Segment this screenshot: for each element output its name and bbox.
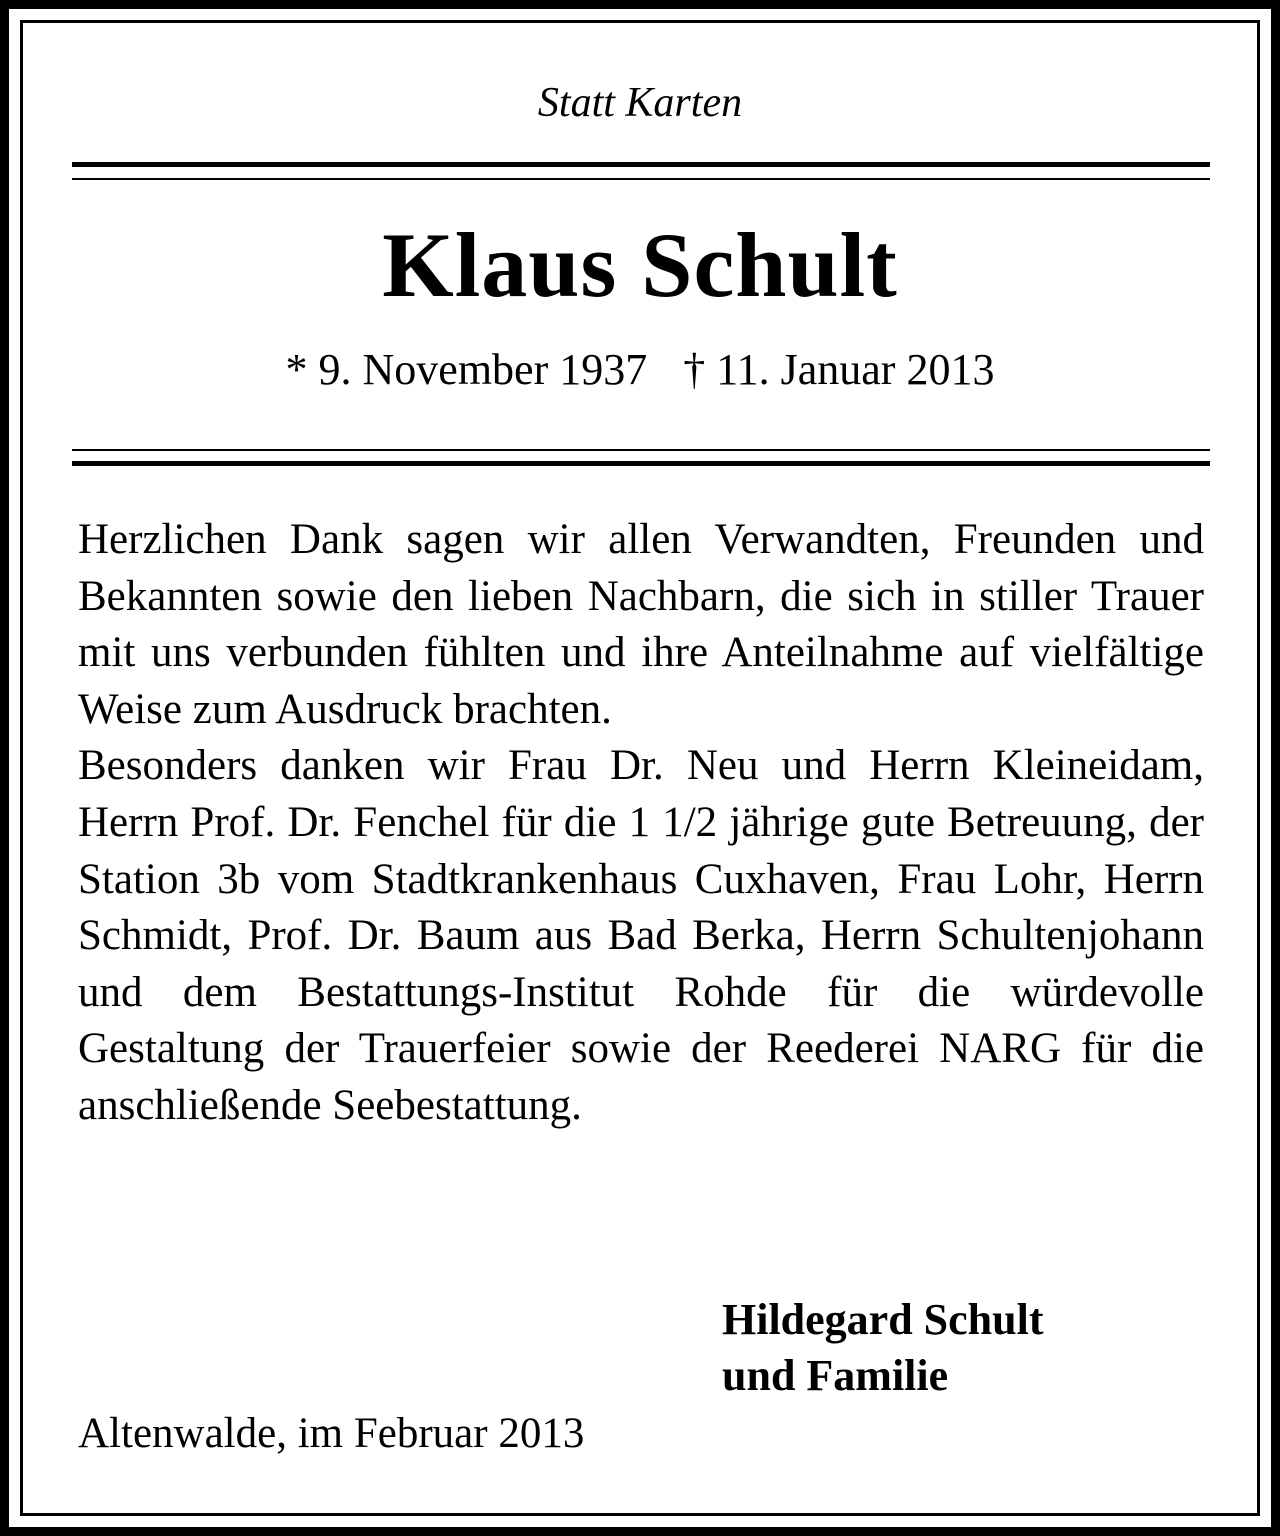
- thank-you-paragraph-2: Besonders danken wir Frau Dr. Neu und Herrn Kleineidam, Herrn Prof. Dr. Fenchel für die 1 1/2 jährige gute Betreuung, der Station 3b vom Stadtkrankenhaus Cuxhaven, Frau Lohr, Herrn Schmidt, Prof. Dr. Baum aus Bad Berka, Herrn Schultenjohann und dem Bestattungs-Institut Rohde für die würdevolle Gestaltung der Trauerfeier sowie der Reederei NARG für die anschließende Seebestattung.: [78, 742, 1204, 1129]
- thank-you-paragraph-1: Herzlichen Dank sagen wir allen Verwandten, Freunden und Bekannten sowie den lieben Nachbarn, die sich in stiller Trauer mit uns verbunden fühlten und ihre Anteilnahme auf vielfältige Weise zum Ausdruck brachten.: [78, 516, 1204, 733]
- signature-family: und Familie: [722, 1351, 949, 1400]
- signature: [722, 1292, 1044, 1404]
- birth-date: * 9. November 1937: [285, 345, 648, 394]
- place-and-date: Altenwalde, im Februar 2013: [78, 1410, 585, 1457]
- top-rule-thin: [72, 178, 1210, 180]
- header-label: Statt Karten: [537, 80, 743, 126]
- top-rule-thick: [72, 162, 1210, 167]
- signature-name: Hildegard Schult: [722, 1295, 1044, 1344]
- bottom-rule-thin: [72, 449, 1210, 451]
- deceased-name: Klaus Schult: [382, 214, 898, 316]
- death-date: † 11. Januar 2013: [683, 345, 995, 394]
- thank-you-text: [78, 512, 1204, 1135]
- bottom-rule-thick: [72, 461, 1210, 466]
- life-dates: [0, 344, 1280, 396]
